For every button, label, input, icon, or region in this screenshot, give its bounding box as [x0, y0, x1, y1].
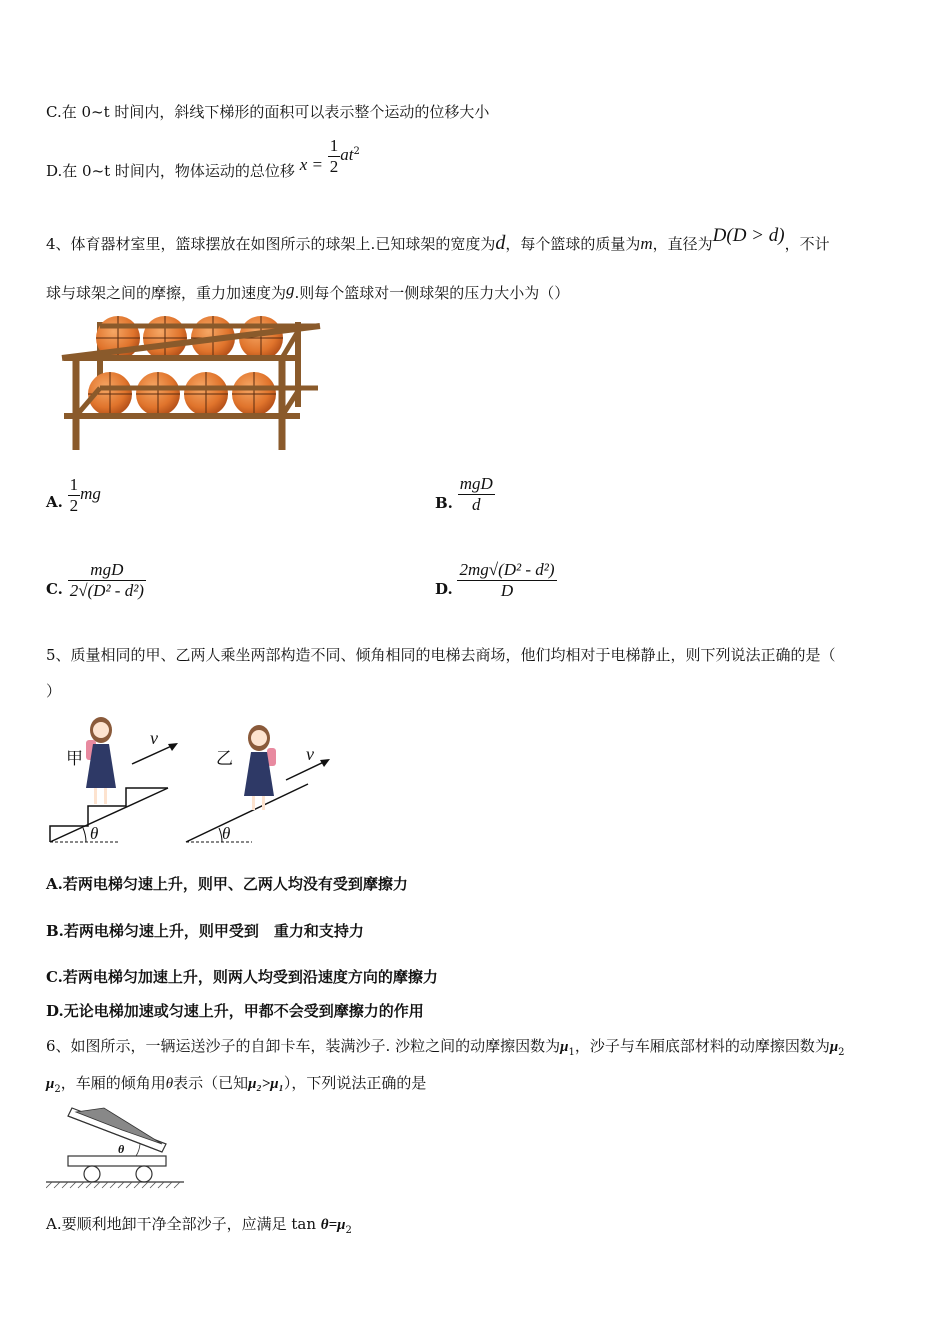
q4-option-a: A. $\frac{1}{2}$ mg: [46, 475, 101, 515]
label-theta-jia: θ: [90, 824, 99, 843]
q4-stem-line1: 4、体育器材室里，篮球摆放在如图所示的球架上.已知球架的宽度为d，每个篮球的质量为m，直径为D(D > d)，不计: [46, 225, 830, 254]
dump-truck-figure: [46, 1104, 186, 1192]
q6-stem-line2: $\mu_2$，车厢的倾角用θ表示（已知μ₂>μ₁），下列说法正确的是: [46, 1074, 427, 1095]
q6-stem-line1: 6、如图所示，一辆运送沙子的自卸卡车，装满沙子. 沙粒之间的动摩擦因数为$\mu_1$，沙子与车厢底部材料的动摩擦因数为$\mu_2$: [46, 1037, 845, 1058]
q4-option-c: C. $\frac{\text{mgD}}{\text{2√(D² - d²)}}$: [46, 560, 144, 600]
q5-option-b: B.若两电梯匀速上升，则甲受到 重力和支持力: [46, 922, 364, 940]
q3-option-d-formula: x = $\frac{1}{2}$ $at^2$: [299, 136, 360, 176]
q3-option-d: [46, 136, 360, 180]
q4-option-b: B. $\frac{\text{mgD}}{d}$: [435, 474, 493, 514]
label-v-yi: v: [306, 744, 314, 764]
label-theta-yi: θ: [222, 824, 231, 843]
q5-option-c: C.若两电梯匀加速上升，则两人均受到沿速度方向的摩擦力: [46, 968, 438, 986]
q3-option-c: C.在 0~t 时间内，斜线下梯形的面积可以表示整个运动的位移大小: [46, 103, 490, 121]
truck-theta-label: θ: [118, 1142, 125, 1156]
q6-option-a: A.要顺利地卸干净全部沙子，应满足 $\tan \theta=\mu_2$: [46, 1215, 352, 1236]
basketball-rack-figure: [60, 312, 322, 454]
q4-stem-line2: 球与球架之间的摩擦，重力加速度为g.则每个篮球对一侧球架的压力大小为（）: [46, 280, 570, 302]
q5-option-d: D.无论电梯加速或匀速上升，甲都不会受到摩擦力的作用: [46, 1002, 424, 1020]
label-yi: 乙: [216, 749, 233, 769]
upper-row-balls: [96, 316, 283, 360]
q3-option-d-text: D.在 0~t 时间内，物体运动的总位移: [46, 162, 295, 180]
q5-option-a: A.若两电梯匀速上升，则甲、乙两人均没有受到摩擦力: [46, 875, 408, 893]
person-jia: [86, 717, 116, 804]
q4-option-d: D. $\frac{\text{2mg√(D² - d²)}}{D}$: [435, 560, 555, 600]
q5-stem-line2: ）: [46, 682, 62, 700]
person-yi: [244, 725, 276, 810]
lower-row-balls: [88, 372, 276, 416]
label-v-jia: v: [150, 728, 158, 748]
q5-stem-line1: 5、质量相同的甲、乙两人乘坐两部构造不同、倾角相同的电梯去商场，他们均相对于电梯静止，则下列说法正确的是（: [46, 646, 836, 664]
label-jia: 甲: [66, 749, 83, 769]
